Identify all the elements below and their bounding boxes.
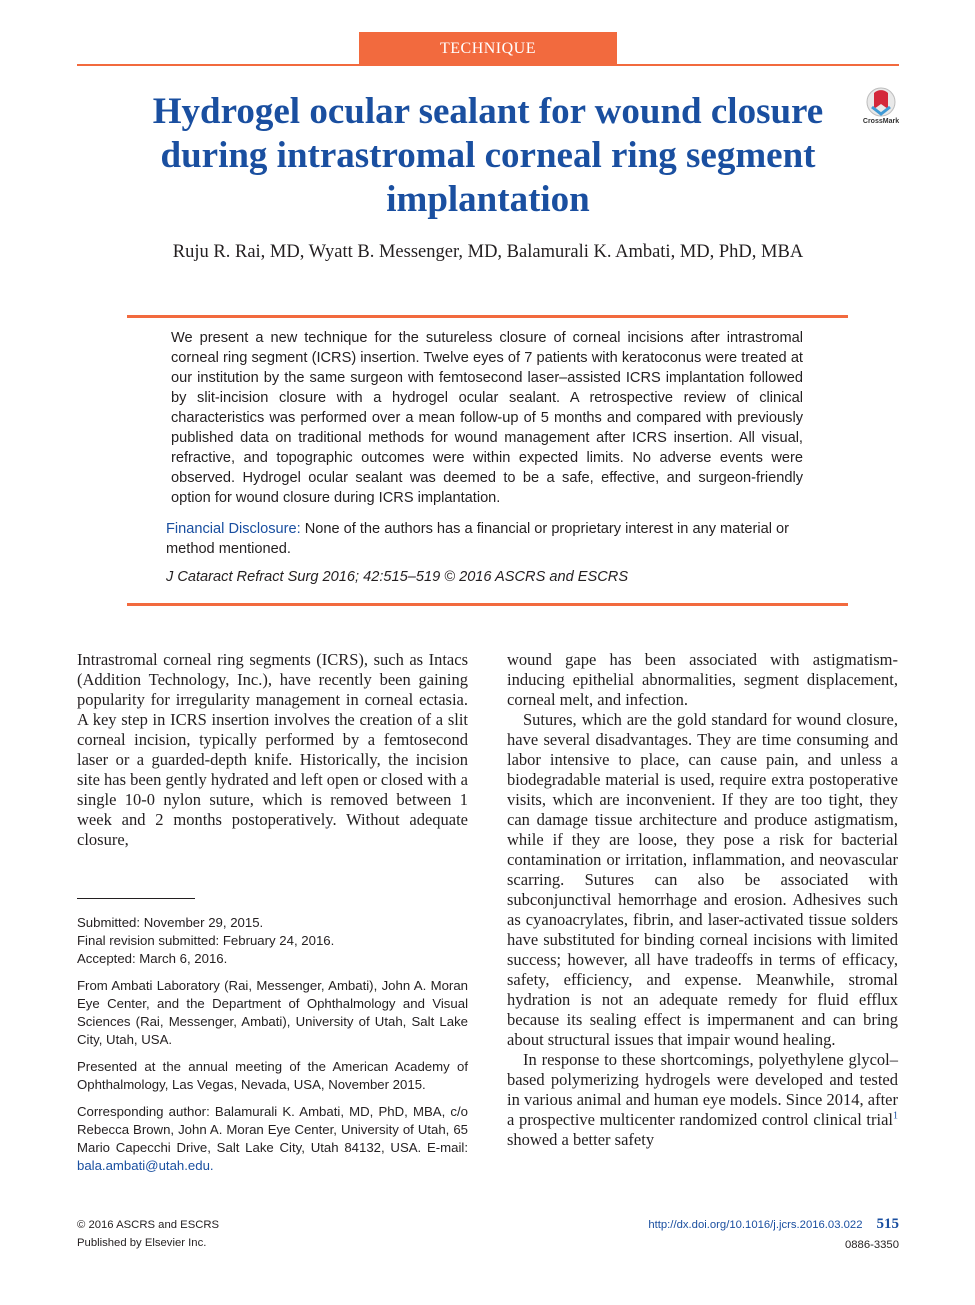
email-label: E-mail: bbox=[426, 1140, 468, 1155]
body-column-right bbox=[507, 650, 898, 1150]
body-column-left bbox=[77, 650, 468, 850]
body-paragraph: wound gape has been associated with astigmatism-inducing epithelial abnormalities, segment displacement, corneal melt, and infection. bbox=[507, 650, 898, 709]
submitted-date: Submitted: November 29, 2015. bbox=[77, 915, 264, 930]
footer-right bbox=[648, 1214, 899, 1255]
section-tag: TECHNIQUE bbox=[359, 32, 617, 64]
body-paragraph bbox=[507, 1050, 898, 1150]
abstract-top-rule bbox=[127, 315, 848, 318]
footnote-rule bbox=[77, 898, 195, 899]
affiliation: From Ambati Laboratory (Rai, Messenger, Ambati), John A. Moran Eye Center, and the Department of Ophthalmology and Visual Sciences (Rai, Messenger, Ambati), University of Utah, Salt Lake City, Utah, USA. bbox=[77, 978, 468, 1047]
email-link[interactable]: bala.ambati@utah.edu. bbox=[77, 1158, 214, 1173]
footer-left bbox=[77, 1216, 219, 1252]
crossmark-label: CrossMark bbox=[862, 118, 900, 125]
issn: 0886-3350 bbox=[844, 1239, 899, 1251]
body-paragraph: Intrastromal corneal ring segments (ICRS), such as Intacs (Addition Technology, Inc.), have recently been gaining popularity for irregularity management in corneal ectasia. A key step in ICRS insertion involves the creation of a slit corneal incision, typically performed by a femtosecond laser or a guarded-depth knife. Historically, the incision site has been gently hydrated and left open or closed with a single 10-0 nylon suture, which is removed between 1 week and 2 months postoperatively. Without adequate closure, bbox=[77, 650, 468, 849]
final-revision-date: Final revision submitted: February 24, 2016. bbox=[77, 933, 335, 948]
paragraph-text: In response to these shortcomings, polyethylene glycol–based polymerizing hydrogels were developed and tested in various animal and human eye models. Since 2014, after a prospective multicenter randomized control clinical trial bbox=[507, 1050, 898, 1129]
corresponding-author: Corresponding author: Balamurali K. Ambati, MD, PhD, MBA, c/o Rebecca Brown, John A. Moran Eye Center, University of Utah, 65 Mario Capecchi Drive, Salt Lake City, Utah 84132, USA. bbox=[77, 1104, 468, 1155]
financial-disclosure bbox=[166, 519, 826, 559]
citation: J Cataract Refract Surg 2016; 42:515–519 © 2016 ASCRS and ESCRS bbox=[166, 569, 629, 585]
copyright: © 2016 ASCRS and ESCRS bbox=[77, 1219, 220, 1231]
article-title bbox=[110, 90, 866, 222]
disclosure-label: Financial Disclosure: bbox=[166, 521, 301, 537]
publisher: Published by Elsevier Inc. bbox=[77, 1237, 207, 1249]
abstract-bottom-rule bbox=[127, 603, 848, 606]
top-rule bbox=[77, 64, 899, 66]
disclosure-text: None of the authors has a financial or proprietary interest in any material or method mentioned. bbox=[166, 521, 789, 557]
paragraph-text: showed a better safety bbox=[507, 1130, 655, 1149]
reference-link[interactable]: 1 bbox=[893, 1110, 898, 1122]
abstract: We present a new technique for the sutureless closure of corneal incisions after intrastromal corneal ring segment (ICRS) insertion. Twelve eyes of 7 patients with keratoconus were treated at our institution by the same surgeon with femtosecond laser–assisted ICRS implantation followed by slit-incision closure with a hydrogel ocular sealant. A retrospective review of clinical characteristics was performed over a mean follow-up of 5 months and compared with previously published data on traditional methods for wound management after ICRS insertion. All visual, refractive, and topographic outcomes were within expected limits. No adverse events were observed. Hydrogel ocular sealant was deemed to be a safe, effective, and surgeon-friendly option for wound closure during ICRS implantation. bbox=[171, 330, 803, 506]
presented-note: Presented at the annual meeting of the American Academy of Ophthalmology, Las Vegas, Nevada, USA, November 2015. bbox=[77, 1059, 468, 1092]
doi-link[interactable]: http://dx.doi.org/10.1016/j.jcrs.2016.03.022 bbox=[648, 1219, 863, 1231]
body-paragraph: Sutures, which are the gold standard for wound closure, have several disadvantages. They are time consuming and labor intensive to place, can cause pain, and unless a biodegradable material is used, require extra postoperative visits, which are inconvenient. If they are too tight, they can damage tissue architecture and produce astigmatism, while if they are loose, they pose a risk for bacterial contamination or irritation, inflammation, and neovascular scarring. Sutures can also be associated with subconjunctival hemorrhage and erosion. Adhesives such as cyanoacrylates, fibrin, and laser-activated tissue solders have substituted for binding corneal incisions with limited success; however, all have tradeoffs in terms of efficacy, safety, efficiency, and expense. Meanwhile, stromal hydration is not an adequate remedy for fluid efflux because its sealing effect is impermanent and can bring about structural issues that impair wound healing. bbox=[507, 710, 898, 1049]
page-number: 515 bbox=[876, 1216, 899, 1232]
title-line: Hydrogel ocular sealant for wound closure bbox=[152, 91, 824, 132]
footnotes bbox=[77, 914, 468, 1184]
title-line: implantation bbox=[386, 179, 590, 220]
title-line: during intrastromal corneal ring segment bbox=[160, 135, 816, 176]
author-list: Ruju R. Rai, MD, Wyatt B. Messenger, MD, Balamurali K. Ambati, MD, PhD, MBA bbox=[172, 242, 804, 262]
accepted-date: Accepted: March 6, 2016. bbox=[77, 951, 228, 966]
